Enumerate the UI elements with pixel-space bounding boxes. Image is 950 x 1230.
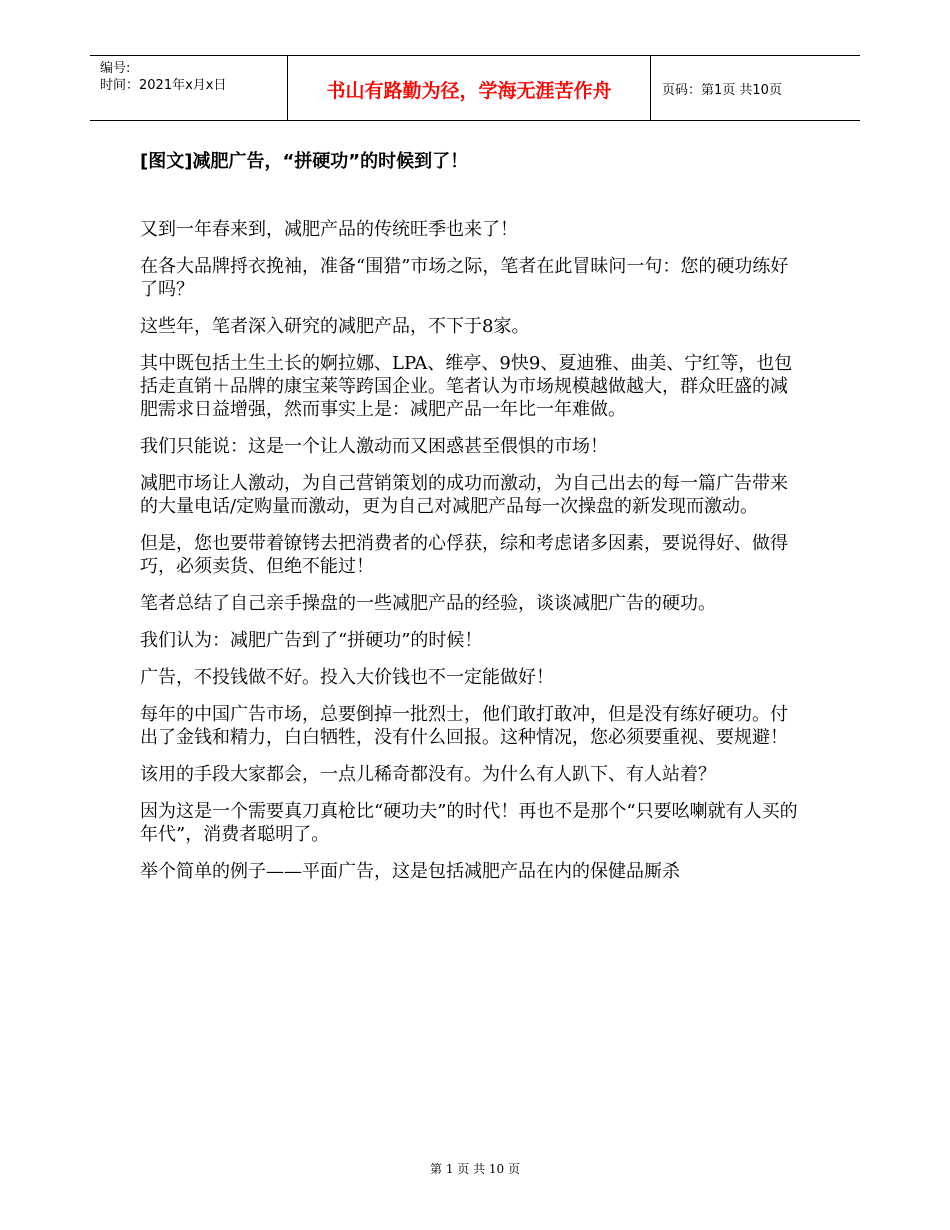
article-body — [140, 218, 805, 897]
time-label: 时间：2021年x月x日 — [100, 78, 227, 93]
article-title: [图文]减肥广告，“拼硬功”的时候到了！ — [140, 151, 469, 172]
header-motto: 书山有路勤为径，学海无涯苦作舟 — [326, 80, 612, 102]
paragraph: 其中既包括土生土长的婀拉娜、LPA、维亭、9快9、夏迪雅、曲美、宁红等，也包括走直销＋品牌的康宝莱等跨国企业。笔者认为市场规模越做越大，群众旺盛的减肥需求日益增强，然而事实上是：减肥产品一年比一年难做。 — [140, 353, 793, 420]
paragraph: 广告，不投钱做不好。投入大价钱也不一定能做好！ — [140, 667, 554, 688]
paragraph: 但是，您也要带着镣铐去把消费者的心俘获，综和考虑诸多因素，要说得好、做得巧，必须卖货、但绝不能过！ — [140, 533, 788, 577]
paragraph: 我们只能说：这是一个让人激动而又困惑甚至偎惧的市场！ — [140, 436, 608, 457]
paragraph: 又到一年春来到，减肥产品的传统旺季也来了！ — [140, 219, 518, 240]
page-footer: 第 1 页 共 10 页 — [430, 1162, 520, 1176]
paragraph: 我们认为：减肥广告到了“拼硬功”的时候！ — [140, 630, 483, 651]
paragraph: 减肥市场让人激动，为自己营销策划的成功而激动，为自己出去的每一篇广告带来的大量电话/定购量而激动，更为自己对减肥产品每一次操盘的新发现而激动。 — [140, 473, 788, 517]
header-bottom-rule — [90, 120, 860, 121]
number-label: 编号: — [100, 61, 131, 76]
header-divider-right — [650, 55, 651, 121]
paragraph: 笔者总结了自己亲手操盘的一些减肥产品的经验，谈谈减肥广告的硬功。 — [140, 593, 716, 614]
paragraph: 举个简单的例子——平面广告，这是包括减肥产品在内的保健品厮杀 — [140, 861, 680, 882]
header-meta — [100, 60, 226, 94]
header-page-info: 页码：第1页 共10页 — [662, 83, 782, 98]
header-top-rule — [90, 55, 860, 56]
paragraph: 该用的手段大家都会，一点儿稀奇都没有。为什么有人趴下、有人站着？ — [140, 764, 716, 785]
paragraph: 这些年，笔者深入研究的减肥产品，不下于8家。 — [140, 316, 530, 337]
paragraph: 每年的中国广告市场，总要倒掉一批烈士，他们敢打敢冲，但是没有练好硬功。付出了金钱和精力，白白牺牲，没有什么回报。这种情况，您必须要重视、要规避！ — [140, 704, 788, 748]
paragraph: 在各大品牌捋衣挽袖，准备“围猎”市场之际，笔者在此冒昧问一句：您的硬功练好了吗？ — [140, 256, 789, 300]
paragraph: 因为这是一个需要真刀真枪比“硬功夫”的时代！再也不是那个“只要吆喇就有人买的年代”，消费者聪明了。 — [140, 801, 798, 845]
